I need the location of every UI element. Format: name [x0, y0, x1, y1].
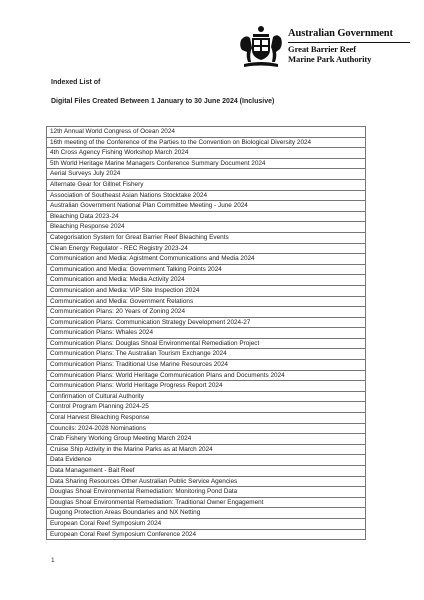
file-list-row: Confirmation of Cultural Authority — [47, 392, 365, 403]
file-list-row: Bleaching Data 2023-24 — [47, 212, 365, 223]
file-list-row: Alternate Gear for Gillnet Fishery — [47, 180, 365, 191]
file-list-row: 4th Cross Agency Fishing Workshop March 2024 — [47, 148, 365, 159]
file-list-row: Australian Government National Plan Committee Meeting - June 2024 — [47, 201, 365, 212]
file-list-row: Communication Plans: Douglas Shoal Environmental Remediation Project — [47, 339, 365, 350]
file-list-row: Communication and Media: Government Relations — [47, 297, 365, 308]
file-list-row: Communication Plans: 20 Years of Zoning 2024 — [47, 307, 365, 318]
file-list-row: Communication and Media: Agistment Communications and Media 2024 — [47, 254, 365, 265]
agency-line-reef: Great Barrier Reef — [288, 44, 357, 54]
file-list-row: Data Sharing Resources Other Australian Public Service Agencies — [47, 477, 365, 488]
agency-line-authority: Marine Park Authority — [288, 53, 372, 64]
file-list-row: Douglas Shoal Environmental Remediation: Traditional Owner Engagement — [47, 498, 365, 509]
file-list-row: Communication Plans: Traditional Use Marine Resources 2024 — [47, 360, 365, 371]
file-list-row: Control Program Planning 2024-25 — [47, 402, 365, 413]
file-list-row: Data Evidence — [47, 455, 365, 466]
file-list-row: Communication Plans: World Heritage Progress Report 2024 — [47, 381, 365, 392]
agency-divider — [288, 42, 410, 43]
agency-line-government: Australian Government — [288, 28, 393, 39]
file-list-row: Communication Plans: Whales 2024 — [47, 328, 365, 339]
file-list-row: Communication and Media: Government Talking Points 2024 — [47, 265, 365, 276]
file-list-row: Coral Harvest Bleaching Response — [47, 413, 365, 424]
file-list-row: 5th World Heritage Marine Managers Conference Summary Document 2024 — [47, 159, 365, 170]
agency-name — [288, 28, 418, 64]
document-title: Digital Files Created Between 1 January to 30 June 2024 (Inclusive) — [51, 98, 275, 105]
file-list-row: Clean Energy Regulator - REC Registry 2023-24 — [47, 244, 365, 255]
file-list-row: Aerial Surveys July 2024 — [47, 169, 365, 180]
file-list-row: Categorisation System for Great Barrier Reef Bleaching Events — [47, 233, 365, 244]
file-list-row: European Coral Reef Symposium 2024 — [47, 519, 365, 530]
page-number: 1 — [51, 557, 55, 564]
file-list-row: Councils: 2024-2028 Nominations — [47, 424, 365, 435]
file-list-row: European Coral Reef Symposium Conference 2024 — [47, 530, 365, 541]
file-list-row: Data Management - Bait Reef — [47, 466, 365, 477]
file-list-row: Communication and Media: Media Activity 2024 — [47, 275, 365, 286]
file-list-row: Communication and Media: VIP Site Inspection 2024 — [47, 286, 365, 297]
file-list-row: Communication Plans: The Australian Tourism Exchange 2024 — [47, 349, 365, 360]
coat-of-arms-icon — [238, 24, 284, 70]
file-list-row: 16th meeting of the Conference of the Parties to the Convention on Biological Diversity 2024 — [47, 138, 365, 149]
letterhead — [238, 24, 418, 70]
file-list-table — [46, 126, 366, 540]
file-list-row: Cruise Ship Activity in the Marine Parks as at March 2024 — [47, 445, 365, 456]
file-list-row: Crab Fishery Working Group Meeting March 2024 — [47, 434, 365, 445]
file-list-row: 12th Annual World Congress of Ocean 2024 — [47, 127, 365, 138]
file-list-row: Dugong Protection Areas Boundaries and NX Netting — [47, 508, 365, 519]
file-list-row: Communication Plans: Communication Strategy Development 2024-27 — [47, 318, 365, 329]
file-list-row: Association of Southeast Asian Nations Stocktake 2024 — [47, 191, 365, 202]
file-list-row: Bleaching Response 2024 — [47, 222, 365, 233]
file-list-row: Communication Plans: World Heritage Communication Plans and Documents 2024 — [47, 371, 365, 382]
document-intro: Indexed List of — [51, 79, 101, 86]
file-list-row: Douglas Shoal Environmental Remediation: Monitoring Pond Data — [47, 487, 365, 498]
